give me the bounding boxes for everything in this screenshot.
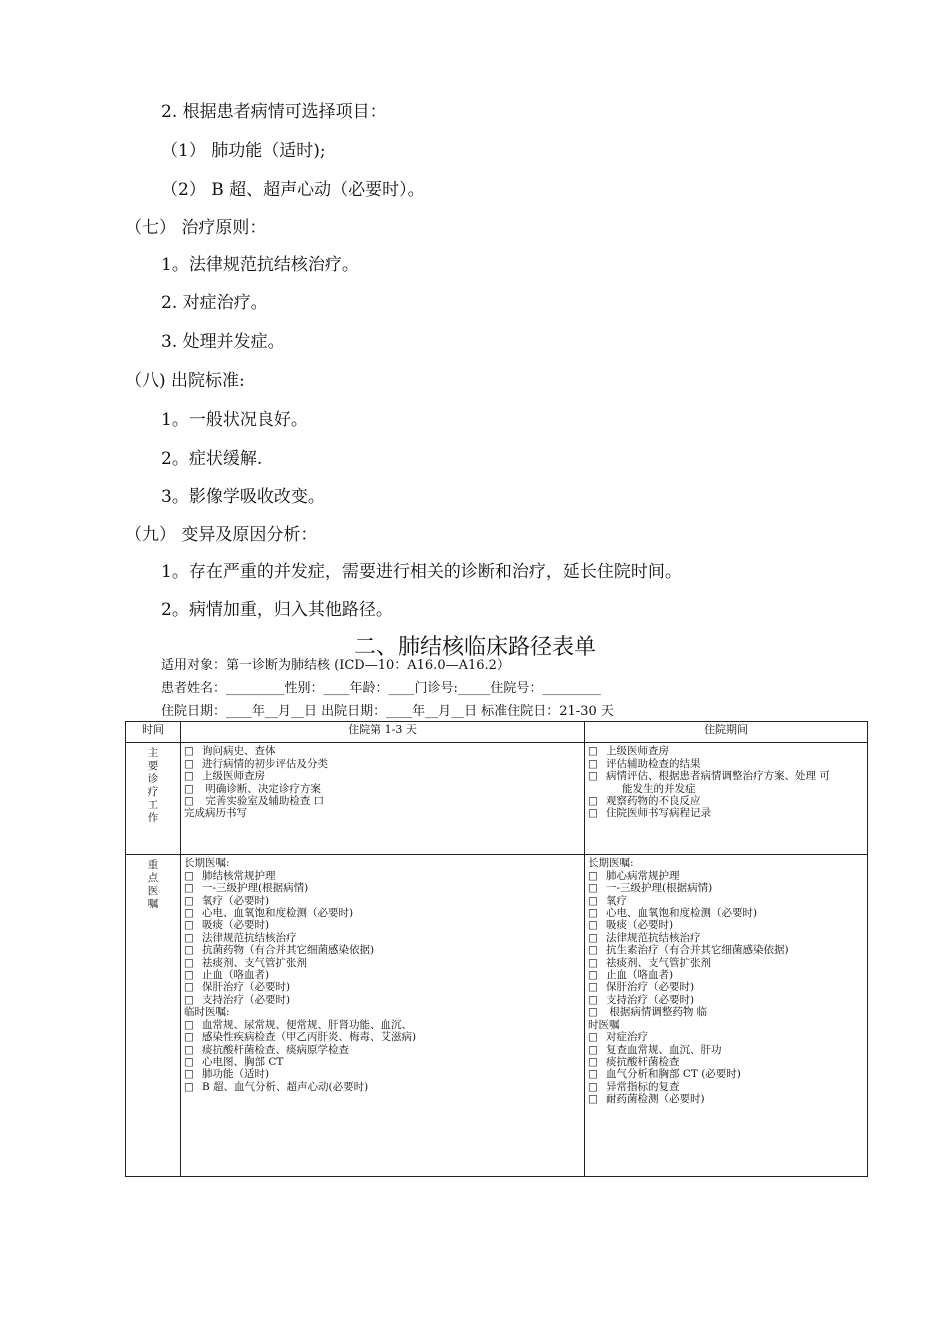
checkbox-icon: □ — [588, 1093, 598, 1106]
list-label — [184, 807, 581, 819]
body-line: （1） 肺功能（适时); — [161, 141, 326, 161]
list-item — [588, 981, 864, 993]
list-item — [588, 969, 864, 981]
checkbox-icon: □ — [588, 944, 598, 957]
checkbox-icon: □ — [588, 993, 598, 1006]
checkbox-icon: □ — [184, 1043, 194, 1056]
body-line: 2. 对症治疗。 — [161, 293, 268, 313]
list-item — [184, 770, 581, 782]
list-item-text: 痰抗酸杆菌检查、痰病原学检查 — [202, 1043, 349, 1056]
checkbox-icon: □ — [588, 757, 598, 770]
list-item — [588, 882, 864, 894]
list-item — [588, 1044, 864, 1056]
header-hospital-stay: 住院期间 — [585, 722, 868, 743]
list-item-text: 一-三级护理(根据病情) — [202, 882, 309, 895]
list-item — [184, 758, 581, 770]
checkbox-icon: □ — [184, 1055, 194, 1068]
checkbox-icon: □ — [588, 745, 598, 758]
list-item — [184, 907, 581, 919]
list-item-text: 保肝治疗（必要时) — [202, 981, 291, 994]
list-item-text: 耐药菌检测（必要时) — [606, 1093, 705, 1106]
list-item — [588, 994, 864, 1006]
list-item-text: 祛痰剂、支气管扩张剂 — [202, 956, 307, 969]
list-item-text: 评估辅助检查的结果 — [606, 757, 701, 770]
checkbox-icon: □ — [184, 919, 194, 932]
list-item-text: 长期医嘱: — [588, 857, 634, 870]
category-label: 重点医嘱 — [147, 859, 159, 911]
list-item-text: 法律规范抗结核治疗 — [202, 931, 297, 944]
list-item — [588, 1068, 864, 1080]
checkbox-icon: □ — [184, 907, 194, 920]
dates-line: 住院日期：____年__月__日 出院日期：____年__月__日 标准住院日：21-30 天 — [161, 704, 614, 719]
list-item — [588, 957, 864, 969]
list-item-text: 询问病史、查体 — [202, 745, 276, 758]
list-item-text: 肺功能（适时) — [202, 1068, 270, 1081]
checkbox-icon: □ — [184, 757, 194, 770]
cell-list — [181, 743, 585, 855]
checkbox-icon: □ — [184, 944, 194, 957]
list-item — [184, 895, 581, 907]
list-item — [588, 870, 864, 882]
list-item-text: 保肝治疗（必要时) — [606, 981, 695, 994]
checkbox-icon: □ — [184, 869, 194, 882]
list-item — [184, 1068, 581, 1080]
list-item — [184, 994, 581, 1006]
list-item-text: 异常指标的复查 — [606, 1080, 680, 1093]
body-line: 1。存在严重的并发症，需要进行相关的诊断和治疗，延长住院时间。 — [161, 562, 682, 582]
checkbox-icon: □ — [184, 993, 194, 1006]
patient-info-line: 患者姓名：_________性别：____年龄：____门诊号:_____住院号：_________ — [161, 681, 601, 696]
list-item-text: 长期医嘱: — [184, 857, 230, 870]
list-item — [184, 870, 581, 882]
list-item-text: 临时医嘱: — [184, 1006, 230, 1019]
body-line: 3. 处理并发症。 — [161, 332, 285, 352]
checkbox-icon: □ — [184, 981, 194, 994]
body-line: 3。影像学吸收改变。 — [161, 487, 325, 507]
list-item-text: 心电、血氧饱和度检测（必要时) — [202, 907, 354, 920]
form-title: 二、肺结核临床路径表单 — [353, 635, 596, 660]
list-item-text: 上级医师查房 — [202, 770, 265, 783]
list-item-text: 祛痰剂、支气管扩张剂 — [606, 956, 711, 969]
list-item-text: 止血（咯血者) — [606, 969, 674, 982]
list-item-text: 吸痰（必要时) — [202, 919, 270, 932]
list-item — [184, 745, 581, 757]
list-item-text: 抗生素治疗（有合并其它细菌感染依据) — [606, 944, 789, 957]
body-line: 1。一般状况良好。 — [161, 410, 308, 430]
list-item-text: 吸痰（必要时) — [606, 919, 674, 932]
list-item-text: 肺结核常规护理 — [202, 869, 276, 882]
header-day1-3: 住院第 1-3 天 — [181, 722, 585, 743]
list-item-text: 对症治疗 — [606, 1031, 648, 1044]
checkbox-icon: □ — [588, 807, 598, 820]
checkbox-icon: □ — [588, 1055, 598, 1068]
checkbox-icon: □ — [588, 1006, 598, 1019]
body-line: 2。症状缓解. — [161, 449, 263, 469]
section-heading: （八) 出院标准: — [125, 371, 245, 391]
cell-list — [181, 855, 585, 1177]
list-item — [184, 1081, 581, 1093]
row-category — [126, 743, 181, 855]
checkbox-icon: □ — [588, 894, 598, 907]
list-item — [588, 795, 864, 807]
list-item — [588, 895, 864, 907]
checkbox-icon: □ — [184, 782, 194, 795]
list-item — [588, 758, 864, 770]
list-item-text: 氧疗（必要时) — [202, 894, 270, 907]
checkbox-icon: □ — [588, 1031, 598, 1044]
list-item-text: 一-三级护理(根据病情) — [606, 882, 713, 895]
cell-list — [585, 855, 868, 1177]
pathway-table — [125, 721, 868, 1177]
list-item-text: 完善实验室及辅助检查 口 — [202, 795, 325, 808]
table-row — [126, 855, 868, 1177]
list-item — [184, 981, 581, 993]
checkbox-icon: □ — [184, 745, 194, 758]
applicable-line: 适用对象：第一诊断为肺结核 (ICD—10：A16.0—A16.2） — [161, 658, 510, 673]
list-item — [588, 1031, 864, 1043]
body-line: 2。病情加重，归入其他路径。 — [161, 600, 393, 620]
row-category — [126, 855, 181, 1177]
list-item-text: 氧疗 — [606, 894, 627, 907]
list-item-text: 明确诊断、决定诊疗方案 — [202, 782, 321, 795]
section-heading: （九） 变异及原因分析： — [125, 525, 318, 545]
checkbox-icon: □ — [588, 1068, 598, 1081]
list-item — [184, 969, 581, 981]
list-item — [184, 795, 581, 807]
list-item — [588, 1093, 864, 1105]
list-item-text: 支持治疗（必要时) — [202, 993, 291, 1006]
table-row — [126, 743, 868, 855]
list-item-text: 进行病情的初步评估及分类 — [202, 757, 328, 770]
list-item — [588, 944, 864, 956]
list-item-text: 血气分析和胸部 CT (必要时) — [606, 1068, 741, 1081]
list-item — [588, 932, 864, 944]
list-item — [184, 1044, 581, 1056]
list-item — [184, 919, 581, 931]
list-item-text: 心电、血氧饱和度检测（必要时) — [606, 907, 758, 920]
body-line: （2） B 超、超声心动（必要时）。 — [161, 180, 425, 200]
checkbox-icon: □ — [588, 969, 598, 982]
checkbox-icon: □ — [588, 795, 598, 808]
list-item-text: 完成病历书写 — [184, 807, 247, 820]
body-line: 1。法律规范抗结核治疗。 — [161, 255, 359, 275]
checkbox-icon: □ — [184, 770, 194, 783]
list-item — [184, 1019, 581, 1031]
checkbox-icon: □ — [184, 956, 194, 969]
checkbox-icon: □ — [184, 1068, 194, 1081]
list-item — [184, 944, 581, 956]
list-item — [588, 1056, 864, 1068]
list-item-text: 上级医师查房 — [606, 745, 669, 758]
list-item-text: 根据病情调整药物 临 — [606, 1006, 708, 1019]
list-item-text: 支持治疗（必要时) — [606, 993, 695, 1006]
list-item-text: 住院医师书写病程记录 — [606, 807, 711, 820]
checkbox-icon: □ — [184, 882, 194, 895]
category-label: 主要诊疗工作 — [147, 747, 159, 825]
header-time: 时间 — [126, 722, 181, 743]
list-item-text: 病情评估、根据患者病情调整治疗方案、处理 可 — [606, 770, 830, 783]
list-item — [588, 1006, 864, 1018]
list-item-text: B 超、血气分析、超声心动(必要时) — [202, 1080, 369, 1093]
list-item-text: 感染性疾病检查（甲乙丙肝炎、梅毒、艾滋病) — [202, 1031, 417, 1044]
cell-list — [585, 743, 868, 855]
checkbox-icon: □ — [184, 1080, 194, 1093]
list-item — [588, 770, 864, 782]
checkbox-icon: □ — [184, 795, 194, 808]
list-item — [184, 783, 581, 795]
checkbox-icon: □ — [588, 981, 598, 994]
checkbox-icon: □ — [588, 869, 598, 882]
checkbox-icon: □ — [184, 969, 194, 982]
checkbox-icon: □ — [588, 956, 598, 969]
list-label — [184, 857, 581, 869]
table-header-row — [126, 722, 868, 743]
list-item — [184, 1056, 581, 1068]
list-item-text: 心电图、胸部 CT — [202, 1055, 284, 1068]
list-item — [588, 745, 864, 757]
checkbox-icon: □ — [588, 770, 598, 783]
checkbox-icon: □ — [184, 1018, 194, 1031]
list-item — [588, 907, 864, 919]
checkbox-icon: □ — [588, 1080, 598, 1093]
list-item — [588, 783, 864, 795]
list-item-text: 痰抗酸杆菌检查 — [606, 1055, 680, 1068]
list-item-text: 观察药物的不良反应 — [606, 795, 701, 808]
list-label — [184, 1006, 581, 1018]
list-item — [588, 807, 864, 819]
list-item — [184, 932, 581, 944]
list-item-text: 时医嘱 — [588, 1018, 620, 1031]
list-item-text: 止血（咯血者) — [202, 969, 270, 982]
list-item — [184, 1031, 581, 1043]
checkbox-icon: □ — [184, 894, 194, 907]
list-item-text: 复查血常规、血沉、肝功 — [606, 1043, 722, 1056]
checkbox-icon: □ — [588, 931, 598, 944]
list-item — [588, 919, 864, 931]
body-line: 2. 根据患者病情可选择项目： — [161, 102, 387, 122]
checkbox-icon: □ — [184, 931, 194, 944]
list-item-text: 抗菌药物（有合并其它细菌感染依据) — [202, 944, 375, 957]
list-item — [184, 957, 581, 969]
list-item — [184, 882, 581, 894]
checkbox-icon: □ — [588, 907, 598, 920]
checkbox-icon: □ — [588, 1043, 598, 1056]
list-item-text: 法律规范抗结核治疗 — [606, 931, 701, 944]
checkbox-icon: □ — [588, 919, 598, 932]
list-label — [588, 1019, 864, 1031]
checkbox-icon: □ — [588, 882, 598, 895]
list-item-text: 能发生的并发症 — [622, 782, 696, 795]
list-item-text: 血常规、尿常规、便常规、肝肾功能、血沉、 — [202, 1018, 412, 1031]
section-heading: （七） 治疗原则： — [125, 218, 267, 238]
list-item — [588, 1081, 864, 1093]
checkbox-icon: □ — [184, 1031, 194, 1044]
list-item-text: 肺心病常规护理 — [606, 869, 680, 882]
list-label — [588, 857, 864, 869]
